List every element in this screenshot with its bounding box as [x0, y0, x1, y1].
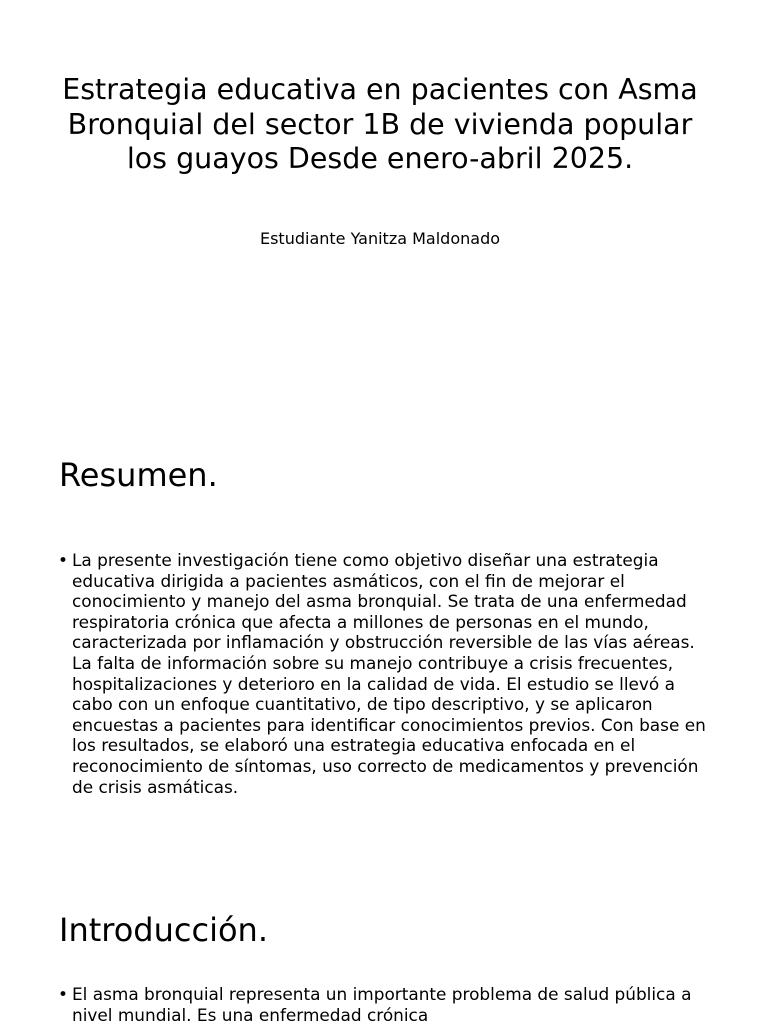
introduccion-slide: [0, 870, 768, 1024]
resumen-paragraph: La presente investigación tiene como objetivo diseñar una estrategia educativa dirigida a pacientes asmáticos, con el fin de mejorar el conocimiento y manejo del asma bronquial. Se trata de una enfermedad respiratoria crónica que afecta a millones de personas en el mundo, caracterizada por inflamación y obstrucción reversible de las vías aéreas. La falta de información sobre su manejo contribuye a crisis frecuentes, hospitalizaciones y deterioro en la calidad de vida. El estudio se llevó a cabo con un enfoque cuantitativo, de tipo descriptivo, y se aplicaron encuestas a pacientes para identificar conocimientos previos. Con base en los resultados, se elaboró una estrategia educativa enfocada en el reconocimiento de síntomas, uso correcto de medicamentos y prevención de crisis asmáticas.: [72, 550, 706, 797]
list-item: [56, 984, 716, 1024]
introduccion-heading: Introducción.: [59, 911, 268, 949]
bullet-icon: •: [58, 550, 68, 570]
introduccion-paragraph: El asma bronquial representa un importante problema de salud pública a nivel mundial. Es una enfermedad crónica: [72, 984, 692, 1024]
presentation-title: Estrategia educativa en pacientes con Asma Bronquial del sector 1B de vivienda popular los guayos Desde enero-abril 2025.: [62, 73, 698, 175]
resumen-bullet-list: [56, 550, 716, 797]
introduccion-bullet-list: [56, 984, 716, 1024]
presentation-subtitle: Estudiante Yanitza Maldonado: [259, 229, 501, 248]
bullet-icon: •: [58, 984, 68, 1004]
title-slide: [0, 0, 768, 430]
resumen-heading: Resumen.: [59, 456, 218, 494]
list-item: [56, 550, 716, 797]
resumen-slide: [0, 430, 768, 870]
